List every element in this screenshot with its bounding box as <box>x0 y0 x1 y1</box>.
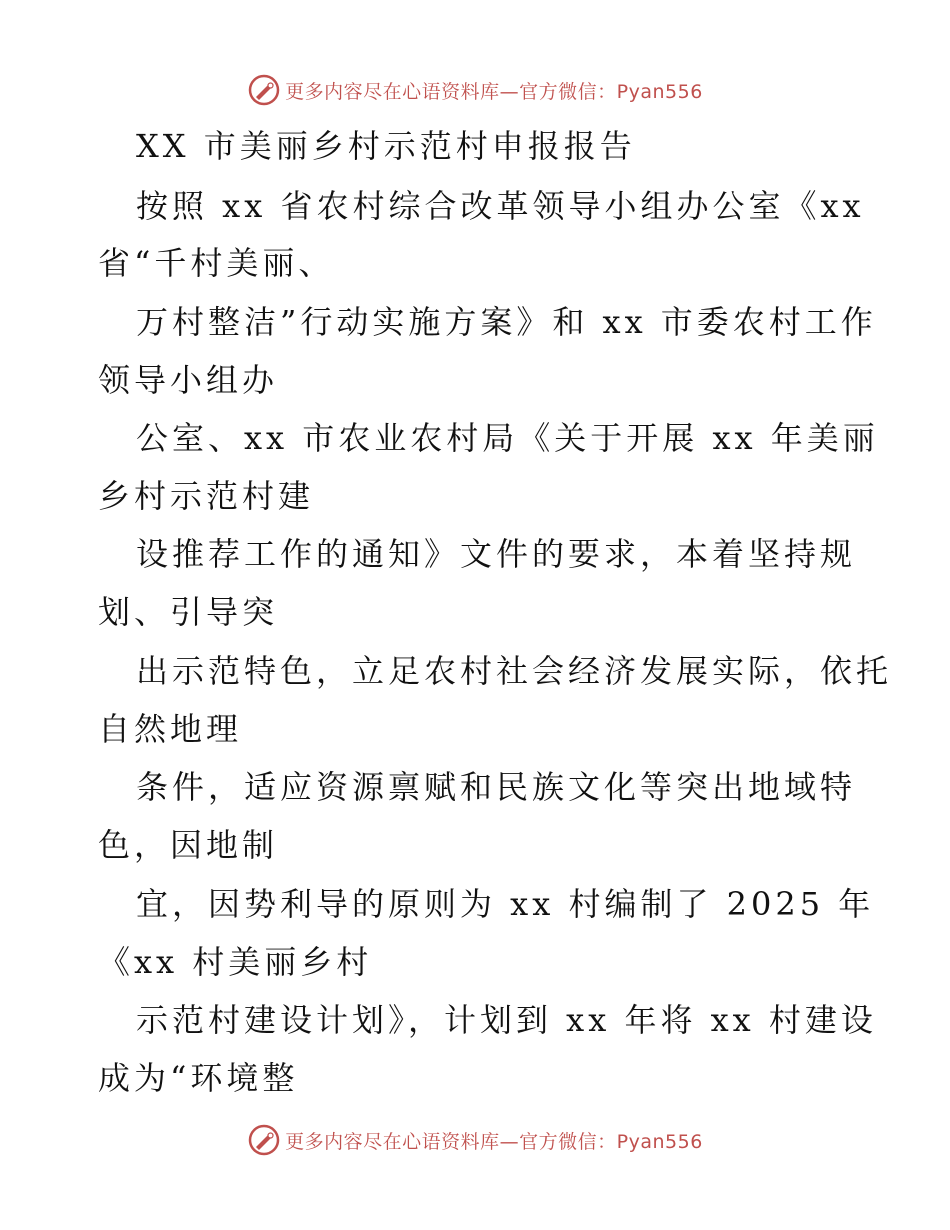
paragraph-line: 领导小组办 <box>98 361 279 399</box>
paragraph-line: 设推荐工作的通知》文件的要求，本着坚持规 <box>136 535 857 573</box>
watermark-text: 更多内容尽在心语资料库—官方微信：Pyan556 <box>285 1130 703 1153</box>
paragraph-line: 《xx 村美丽乡村 <box>98 943 373 981</box>
paragraph-line: 条件，适应资源禀赋和民族文化等突出地域特 <box>136 768 857 806</box>
document-title: XX 市美丽乡村示范村申报报告 <box>136 127 636 165</box>
paragraph-line: 公室、xx 市农业农村局《关于开展 xx 年美丽 <box>136 419 879 457</box>
paragraph-line: 万村整洁”行动实施方案》和 xx 市委农村工作 <box>136 303 877 341</box>
pen-circle-logo-icon <box>247 1123 281 1157</box>
paragraph-line: 宜，因势利导的原则为 xx 村编制了 2025 年 <box>136 885 875 923</box>
paragraph-line: 乡村示范村建 <box>98 477 315 515</box>
paragraph-line: 示范村建设计划》，计划到 xx 年将 xx 村建设 <box>136 1001 877 1039</box>
paragraph-line: 划、引导突 <box>98 593 279 631</box>
watermark-banner-bottom <box>0 1118 950 1162</box>
paragraph-line: 自然地理 <box>98 710 243 748</box>
paragraph-line: 色，因地制 <box>98 826 279 864</box>
paragraph-line: 省“千村美丽、 <box>98 244 335 282</box>
watermark-text: 更多内容尽在心语资料库—官方微信：Pyan556 <box>285 80 703 103</box>
paragraph-line: 成为“环境整 <box>98 1059 299 1097</box>
paragraph-line: 按照 xx 省农村综合改革领导小组办公室《xx <box>136 187 865 225</box>
paragraph-line: 出示范特色，立足农村社会经济发展实际，依托 <box>136 652 893 690</box>
